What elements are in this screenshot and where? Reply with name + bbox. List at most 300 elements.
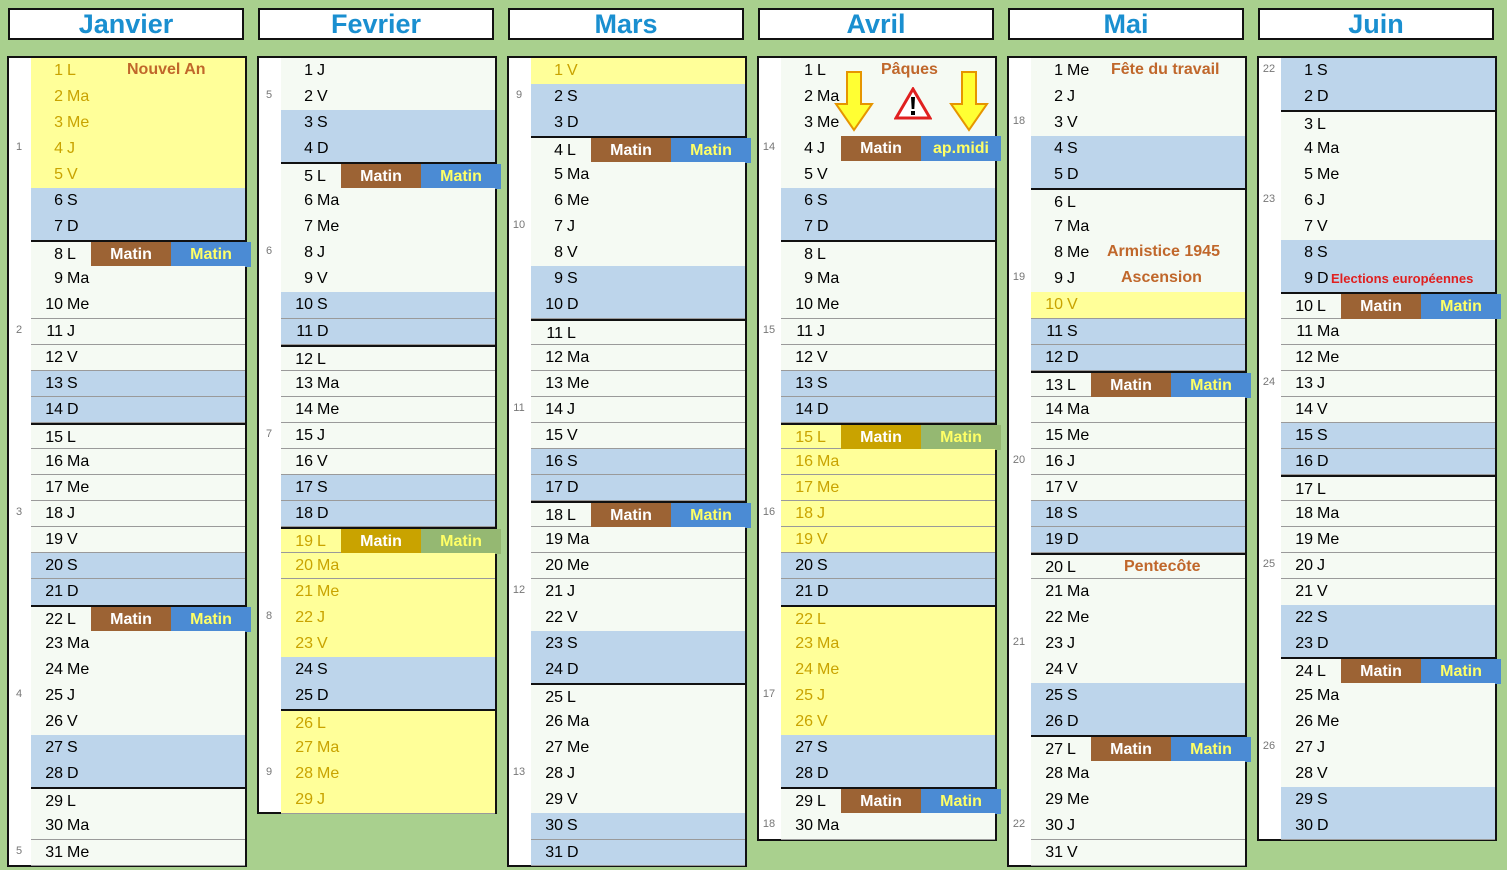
day-number: 20 [1295,556,1313,574]
day-row[interactable] [1281,266,1495,293]
day-row[interactable] [31,110,245,137]
day-row[interactable] [281,214,495,241]
day-row[interactable] [1031,188,1245,215]
day-row[interactable] [531,449,745,476]
day-row[interactable] [31,735,245,762]
day-row[interactable] [1281,501,1495,528]
day-row[interactable] [1281,813,1495,840]
day-row[interactable] [31,631,245,658]
day-number: 11 [546,324,563,342]
day-letter: D [67,583,79,600]
day-row[interactable] [1031,214,1245,241]
day-letter: Me [817,661,840,679]
day-letter: Ma [817,88,840,106]
day-row[interactable] [781,319,995,346]
day-number: 10 [1295,298,1313,316]
day-row[interactable] [531,58,745,85]
day-row[interactable] [281,162,495,189]
day-letter: D [817,765,829,783]
shift-tag-morning[interactable]: Matin [591,138,671,163]
day-number: 5 [54,166,63,184]
day-row[interactable] [281,319,495,346]
day-row[interactable] [531,840,745,867]
shift-tag-morning[interactable]: Matin [1091,373,1171,398]
day-row[interactable] [281,735,495,762]
day-row[interactable] [281,475,495,502]
day-row[interactable] [31,319,245,346]
day-letter: S [817,556,828,574]
day-row[interactable] [1031,527,1245,554]
day-row[interactable] [781,136,995,163]
day-number: 24 [45,661,63,679]
day-row[interactable] [1031,787,1245,814]
day-row[interactable] [281,631,495,658]
shift-tag-morning[interactable]: Matin [91,607,171,632]
day-number: 17 [795,478,813,496]
day-row[interactable] [531,631,745,658]
day-row[interactable] [281,657,495,684]
day-letter: S [67,556,78,574]
day-row[interactable] [281,136,495,163]
day-letter: Me [1067,62,1090,79]
day-row[interactable] [31,266,245,293]
day-row[interactable] [1281,319,1495,346]
day-row[interactable] [1281,188,1495,215]
day-row[interactable] [281,266,495,293]
day-row[interactable] [281,683,495,710]
day-row[interactable] [281,84,495,111]
day-row[interactable] [31,292,245,319]
shift-tag-second[interactable]: Matin [1421,294,1501,319]
shift-tag-morning[interactable]: Matin [1091,737,1171,762]
shift-tag-morning[interactable]: Matin [1341,294,1421,319]
day-number: 9 [54,270,63,288]
week-number: 10 [512,219,526,232]
day-row[interactable] [781,345,995,372]
day-row[interactable] [1281,397,1495,424]
day-number: 27 [1295,739,1313,757]
day-row[interactable] [1031,579,1245,606]
day-row[interactable] [1031,423,1245,450]
day-row[interactable] [531,475,745,502]
day-row[interactable] [531,787,745,814]
day-number: 17 [45,478,63,496]
day-row[interactable] [31,501,245,528]
day-letter: S [567,88,578,106]
month-column-fevrier [258,0,498,870]
day-number: 23 [1045,635,1063,653]
day-letter: Ma [567,348,590,366]
day-row[interactable] [281,787,495,814]
shift-tag-second[interactable]: Matin [171,242,251,267]
day-row[interactable] [781,553,995,580]
day-row[interactable] [1281,761,1495,788]
day-row[interactable] [531,579,745,606]
day-row[interactable] [1031,110,1245,137]
day-row[interactable] [1031,84,1245,111]
day-row[interactable] [31,553,245,580]
day-row[interactable] [281,110,495,137]
day-row[interactable] [281,188,495,215]
day-row[interactable] [531,188,745,215]
day-number: 14 [795,400,813,418]
day-row[interactable] [1031,397,1245,424]
day-number: 7 [304,218,313,236]
shift-tag-second[interactable]: Matin [671,503,751,528]
day-letter: S [317,296,328,314]
week-number-gutter [1009,58,1031,865]
shift-tag-second[interactable]: Matin [1171,737,1251,762]
shift-tag-morning[interactable]: Matin [1341,659,1421,684]
day-letter: Ma [567,166,590,184]
shift-tag-morning[interactable]: Matin [841,136,921,161]
day-row[interactable] [1281,683,1495,710]
day-row[interactable] [531,813,745,840]
day-number: 14 [545,400,563,418]
day-row[interactable] [531,397,745,424]
day-row[interactable] [1031,475,1245,502]
shift-tag-morning[interactable]: Matin [341,164,421,189]
day-row[interactable] [1281,605,1495,632]
day-row[interactable] [781,605,995,632]
day-letter: S [1067,322,1078,340]
day-row[interactable] [1031,266,1245,293]
month-column-janvier [8,0,248,870]
day-row[interactable] [31,214,245,241]
day-row[interactable] [1031,735,1245,762]
day-row[interactable] [31,397,245,424]
day-number: 23 [795,635,813,653]
day-number: 13 [295,374,313,392]
day-row[interactable] [781,423,995,450]
day-row[interactable] [531,553,745,580]
day-number: 28 [45,765,63,783]
day-row[interactable] [1281,631,1495,658]
day-row[interactable] [531,657,745,684]
day-row[interactable] [1281,475,1495,502]
day-letter: S [1067,687,1078,705]
day-row[interactable] [281,605,495,632]
day-letter: Me [567,556,590,574]
day-row[interactable] [31,136,245,163]
day-row[interactable] [281,240,495,267]
day-row[interactable] [31,345,245,372]
shift-tag-morning[interactable]: Matin [841,789,921,814]
day-number: 21 [1045,583,1063,600]
shift-tag-morning[interactable]: Matin [591,503,671,528]
day-number: 27 [795,739,813,757]
day-row[interactable] [1281,240,1495,267]
day-letter: Me [317,400,340,418]
day-row[interactable] [1281,579,1495,606]
day-row[interactable] [781,501,995,528]
day-letter: D [1067,166,1079,184]
day-row[interactable] [281,501,495,528]
day-row[interactable] [1281,214,1495,241]
day-row[interactable] [781,631,995,658]
day-row[interactable] [31,240,245,267]
day-row[interactable] [31,840,245,867]
shift-tag-second[interactable]: Matin [671,138,751,163]
day-number: 1 [1304,62,1313,79]
day-row[interactable] [31,605,245,632]
shift-tag-morning[interactable]: Matin [341,529,421,554]
day-number: 19 [545,530,563,548]
day-number: 23 [295,635,313,653]
shift-tag-second[interactable]: Matin [921,425,1001,450]
day-row[interactable] [1031,605,1245,632]
day-row[interactable] [31,709,245,736]
day-letter: L [1067,376,1076,394]
day-row[interactable] [31,761,245,788]
week-number-gutter [1259,58,1281,839]
day-row[interactable] [781,214,995,241]
day-row[interactable] [31,527,245,554]
day-row[interactable] [1281,657,1495,684]
day-row[interactable] [281,709,495,736]
day-row[interactable] [31,579,245,606]
day-row[interactable] [1031,449,1245,476]
day-number: 14 [45,400,63,418]
day-number: 3 [304,114,313,132]
week-number-gutter [759,58,781,839]
day-row[interactable] [1281,527,1495,554]
day-number: 15 [545,426,563,444]
day-number: 19 [1295,530,1313,548]
day-letter: D [567,843,579,861]
day-row[interactable] [531,527,745,554]
shift-tag-second[interactable]: Matin [1171,373,1251,398]
day-row[interactable] [531,683,745,710]
day-letter: D [1317,88,1329,106]
day-row[interactable] [781,266,995,293]
day-letter: J [817,322,825,340]
day-row[interactable] [781,761,995,788]
day-number: 2 [804,88,813,106]
day-row[interactable] [531,266,745,293]
day-letter: V [567,244,578,262]
day-row[interactable] [31,449,245,476]
day-row[interactable] [1031,319,1245,346]
day-row[interactable] [531,501,745,528]
day-row[interactable] [1031,657,1245,684]
shift-tag-second[interactable]: Matin [921,789,1001,814]
day-row[interactable] [1031,553,1245,580]
day-row[interactable] [531,345,745,372]
day-number: 4 [304,140,313,158]
day-row[interactable] [31,84,245,111]
day-letter: D [817,583,829,600]
day-number: 3 [1054,114,1063,132]
month-column-mai [1008,0,1248,870]
day-row[interactable] [1281,449,1495,476]
day-row[interactable] [281,579,495,606]
day-row[interactable] [31,188,245,215]
day-row[interactable] [781,735,995,762]
shift-tag-second[interactable]: Matin [1421,659,1501,684]
day-row[interactable] [281,371,495,398]
day-row[interactable] [281,761,495,788]
day-row[interactable] [281,527,495,554]
day-row[interactable] [1031,813,1245,840]
day-row[interactable] [31,371,245,398]
day-row[interactable] [31,657,245,684]
shift-tag-second[interactable]: Matin [171,607,251,632]
day-row[interactable] [31,787,245,814]
day-row[interactable] [1031,345,1245,372]
month-days [1007,56,1247,867]
day-row[interactable] [781,813,995,840]
day-letter: J [317,609,325,627]
day-row[interactable] [281,58,495,85]
day-row[interactable] [1031,371,1245,398]
day-letter: Ma [1317,504,1340,522]
day-number: 23 [45,635,63,653]
day-row[interactable] [781,709,995,736]
day-row[interactable] [31,475,245,502]
day-row[interactable] [1031,292,1245,319]
day-letter: Ma [1067,765,1090,783]
day-row[interactable] [281,449,495,476]
day-row[interactable] [1031,162,1245,189]
day-row[interactable] [531,371,745,398]
day-row[interactable] [1031,501,1245,528]
day-row[interactable] [781,188,995,215]
day-number: 8 [554,244,563,262]
day-row[interactable] [281,345,495,372]
day-letter: L [817,246,826,264]
day-row[interactable] [1281,136,1495,163]
day-row[interactable] [781,657,995,684]
day-number: 26 [1045,713,1063,731]
day-row[interactable] [1281,292,1495,319]
shift-tag-second[interactable]: Matin [421,164,501,189]
day-row[interactable] [531,605,745,632]
day-number: 10 [45,296,63,314]
day-row[interactable] [531,735,745,762]
day-row[interactable] [781,449,995,476]
month-title: Juin [1258,8,1494,40]
day-letter: L [1067,194,1076,212]
day-letter: V [67,348,78,366]
week-number: 9 [515,89,523,102]
day-letter: Me [1067,426,1090,444]
day-number: 27 [1045,741,1063,759]
day-number: 24 [1295,663,1313,681]
day-row[interactable] [1281,735,1495,762]
day-row[interactable] [1031,240,1245,267]
week-number: 21 [1012,636,1026,649]
day-letter: V [1317,218,1328,236]
day-row[interactable] [1281,84,1495,111]
day-row[interactable] [31,813,245,840]
shift-tag-morning[interactable]: Matin [91,242,171,267]
day-row[interactable] [1281,423,1495,450]
day-row[interactable] [1281,709,1495,736]
day-row[interactable] [531,240,745,267]
day-row[interactable] [781,162,995,189]
day-letter: V [817,530,828,548]
day-row[interactable] [531,136,745,163]
month-title: Avril [758,8,994,40]
day-row[interactable] [781,683,995,710]
day-row[interactable] [531,162,745,189]
day-number: 30 [795,817,813,835]
week-number: 5 [265,89,273,102]
day-row[interactable] [281,397,495,424]
day-letter: D [1317,635,1329,653]
day-number: 4 [1304,140,1313,158]
day-row[interactable] [781,527,995,554]
day-row[interactable] [1281,110,1495,137]
shift-tag-morning[interactable]: Matin [841,425,921,450]
day-row[interactable] [1281,162,1495,189]
shift-tag-second[interactable]: ap.midi [921,136,1001,161]
day-row[interactable] [531,214,745,241]
day-row[interactable] [1031,631,1245,658]
day-number: 16 [45,452,63,470]
day-letter: L [317,350,326,368]
day-number: 12 [1045,348,1063,366]
day-row[interactable] [31,423,245,450]
day-row[interactable] [1031,709,1245,736]
day-number: 16 [545,452,563,470]
day-row[interactable] [781,787,995,814]
day-row[interactable] [531,761,745,788]
day-letter: Me [1067,609,1090,627]
day-number: 26 [795,713,813,731]
day-row[interactable] [1031,136,1245,163]
day-row[interactable] [781,579,995,606]
day-row[interactable] [781,475,995,502]
day-row[interactable] [1281,371,1495,398]
day-letter: V [67,713,78,731]
day-number: 17 [1045,478,1063,496]
day-row[interactable] [1031,761,1245,788]
day-row[interactable] [531,110,745,137]
day-row[interactable] [781,292,995,319]
day-row[interactable] [531,84,745,111]
day-row[interactable] [531,292,745,319]
day-row[interactable] [281,423,495,450]
day-number: 22 [45,611,63,629]
day-row[interactable] [531,709,745,736]
day-row[interactable] [1281,787,1495,814]
day-row[interactable] [1281,345,1495,372]
day-row[interactable] [31,683,245,710]
day-row[interactable] [1281,553,1495,580]
day-letter: Ma [1317,322,1340,340]
day-row[interactable] [31,58,245,85]
month-days [1257,56,1497,841]
day-row[interactable] [781,371,995,398]
day-row[interactable] [1281,58,1495,85]
day-row[interactable] [281,292,495,319]
day-row[interactable] [1031,683,1245,710]
day-row[interactable] [1031,58,1245,85]
day-row[interactable] [1031,840,1245,867]
day-row[interactable] [781,397,995,424]
day-row[interactable] [281,553,495,580]
shift-tag-second[interactable]: Matin [421,529,501,554]
day-row[interactable] [781,240,995,267]
day-letter: Me [1317,348,1340,366]
day-row[interactable] [31,162,245,189]
day-row[interactable] [531,423,745,450]
day-number: 11 [1296,322,1313,340]
day-row[interactable] [531,319,745,346]
day-letter: S [1317,791,1328,809]
